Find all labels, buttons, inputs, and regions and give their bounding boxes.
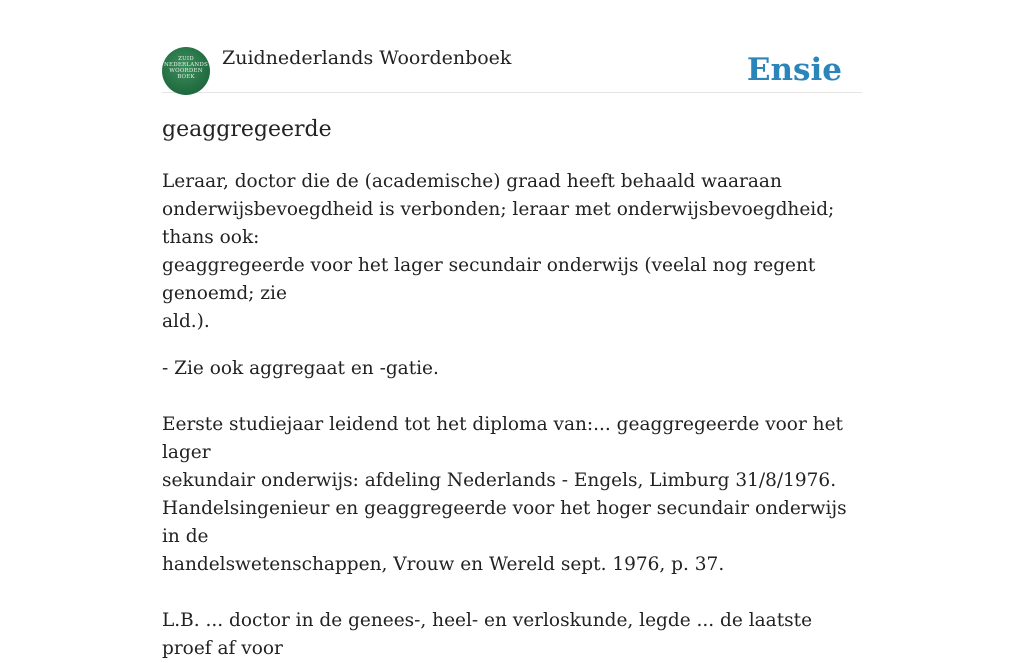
quote-line: handelswetenschappen, Vrouw en Wereld sept. 1976, p. 37. [162,554,725,575]
logo-text-line: WOORDEN [169,68,203,74]
definition-line: onderwijsbevoegdheid is verbonden; leraar met onderwijsbevoegdheid; thans ook: [162,199,835,248]
entry-term: geaggregeerde [162,117,332,142]
logo-text-line: NEDERLANDS [163,62,208,68]
source-name: Zuidnederlands Woordenboek [222,47,512,69]
definition-line: geaggregeerde voor het lager secundair onderwijs (veelal nog regent genoemd; zie [162,255,816,304]
quote-citation [162,607,862,663]
page [162,0,862,659]
quote-line: Handelsingenieur en geaggregeerde voor het hoger secundair onderwijs in de [162,498,847,547]
logo-text-line: ZUID [178,56,194,62]
definition [162,168,862,336]
entry-content [162,168,862,663]
quote-line: L.B. ... doctor in de genees-, heel- en verloskunde, legde ... de laatste proef af voor [162,610,813,659]
source-logo-text [162,56,210,80]
quote-citation [162,411,862,579]
quote-line: Eerste studiejaar leidend tot het diploma van:... geaggregeerde voor het lager [162,414,843,463]
definition-line: ald.). [162,311,210,332]
logo-text-line: BOEK [177,74,195,80]
quote-line: sekundair onderwijs: afdeling Nederlands - Engels, Limburg 31/8/1976. [162,470,837,491]
source-logo [162,47,210,95]
see-also: - Zie ook aggregaat en -gatie. [162,358,439,379]
header [162,40,862,93]
ensie-brand-link[interactable]: Ensie [746,52,842,88]
definition-line: Leraar, doctor die de (academische) graad heeft behaald waaraan [162,171,782,192]
